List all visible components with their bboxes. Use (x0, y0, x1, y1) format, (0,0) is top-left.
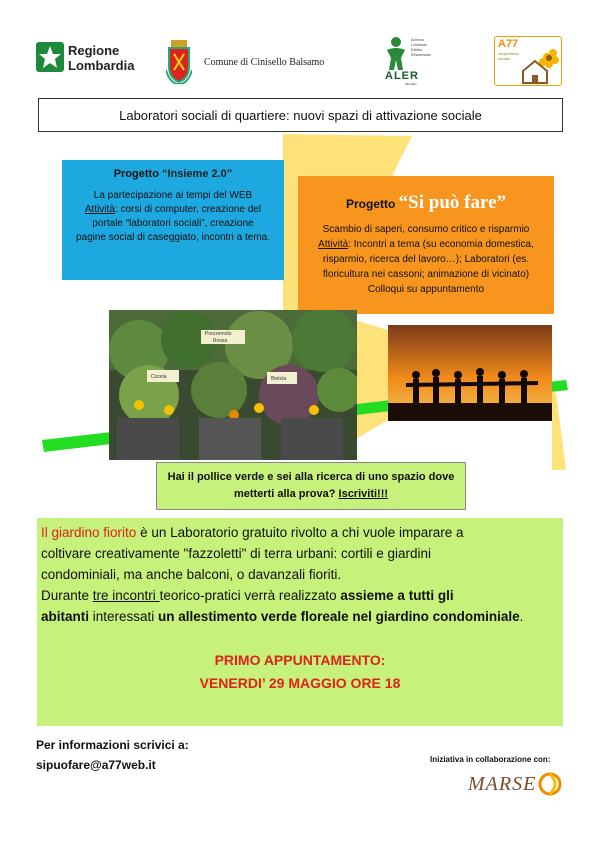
plant-label: Cicoria (151, 374, 167, 380)
regione-lombardia-text: Regione Lombardia (68, 43, 135, 73)
collaboration-label: Iniziativa in collaborazione con: (430, 755, 551, 764)
comune-cinisello-logo (166, 40, 326, 84)
project-sipuofare-heading: Progetto “Si può fare” (345, 192, 507, 213)
a77-logo (494, 36, 562, 86)
crest-icon (166, 40, 192, 84)
plant-label: Prezzemolo (205, 331, 232, 337)
contact-email-link[interactable]: sipuofare@a77web.it (36, 758, 156, 772)
marse-word: MARSE (468, 773, 537, 795)
yellow-shape (552, 392, 566, 470)
primo-appuntamento-date: VENERDI’ 29 MAGGIO ORE 18 (199, 675, 401, 691)
a77-title: A77 (498, 38, 519, 50)
page-title: Laboratori sociali di quartiere: nuovi spazi di attivazione sociale (38, 98, 563, 132)
garden-photo (109, 310, 357, 460)
aler-figure-icon (385, 36, 407, 70)
call-to-action-banner (156, 462, 466, 510)
project-sipuofare-text: Scambio di saperi, consumo critico e risparmio Attività: Incontri a tema (su economia domestica, risparmio, ricerca del lavoro…); Laboratori (es. floricultura nei cassoni; animazione di vicinato) Colloqui su appuntamento (318, 224, 534, 295)
regione-lombardia-icon (36, 42, 64, 72)
house-flower-icon (517, 47, 561, 85)
info-label: Per informazioni scrivici a: (36, 738, 189, 752)
regione-lombardia-logo (36, 40, 146, 80)
comune-name: Comune di Cinisello Balsamo (204, 57, 325, 68)
marse-logo (468, 768, 563, 798)
plant-label: Rossa (213, 338, 228, 344)
sunset-illustration (388, 325, 552, 421)
project-sipuofare-box (298, 176, 554, 314)
banner-line-2: metterti alla prova? Iscriviti!!! (233, 488, 389, 500)
aler-logo (383, 36, 443, 84)
sunset-photo (388, 325, 552, 421)
aler-word: ALER (385, 70, 419, 82)
yellow-shape (283, 134, 412, 172)
yellow-shape (354, 320, 388, 440)
aler-lines: Azienda Lombarda Edilizia Residenziale (411, 38, 432, 57)
banner-line-1: Hai il pollice verde e sei alla ricerca di uno spazio dove (167, 471, 455, 483)
project-insieme-heading: Progetto “Insieme 2.0” (113, 168, 233, 180)
giardino-fiorito-box (37, 518, 563, 726)
project-insieme-box (62, 160, 284, 280)
garden-illustration (109, 310, 357, 460)
primo-appuntamento-label: PRIMO APPUNTAMENTO: (214, 652, 386, 668)
iscriviti-link[interactable]: Iscriviti!!! (338, 488, 389, 500)
aler-city: MILANO (405, 82, 417, 86)
a77-sub: cooperativa sociale (498, 51, 519, 61)
project-insieme-text: La partecipazione ai tempi del WEB Attività: corsi di computer, creazione del portale “laboratori sociali”, creazione pagine social di caseggiato, incontri a tema. (75, 190, 270, 243)
plant-label: Bietola (271, 376, 287, 382)
main-paragraph: Il giardino fiorito è un Laboratorio gratuito rivolto a chi vuole imparare a coltivare creativamente "fazzoletti" di terra urbani: cortili e giardini condominiali, ma anche balconi, o davanzali fioriti. Durante tre incontri teorico-pratici verrà realizzato assieme a tutti gli abitanti interessati un allestimento verde floreale nel giardino condominiale. (41, 525, 524, 624)
